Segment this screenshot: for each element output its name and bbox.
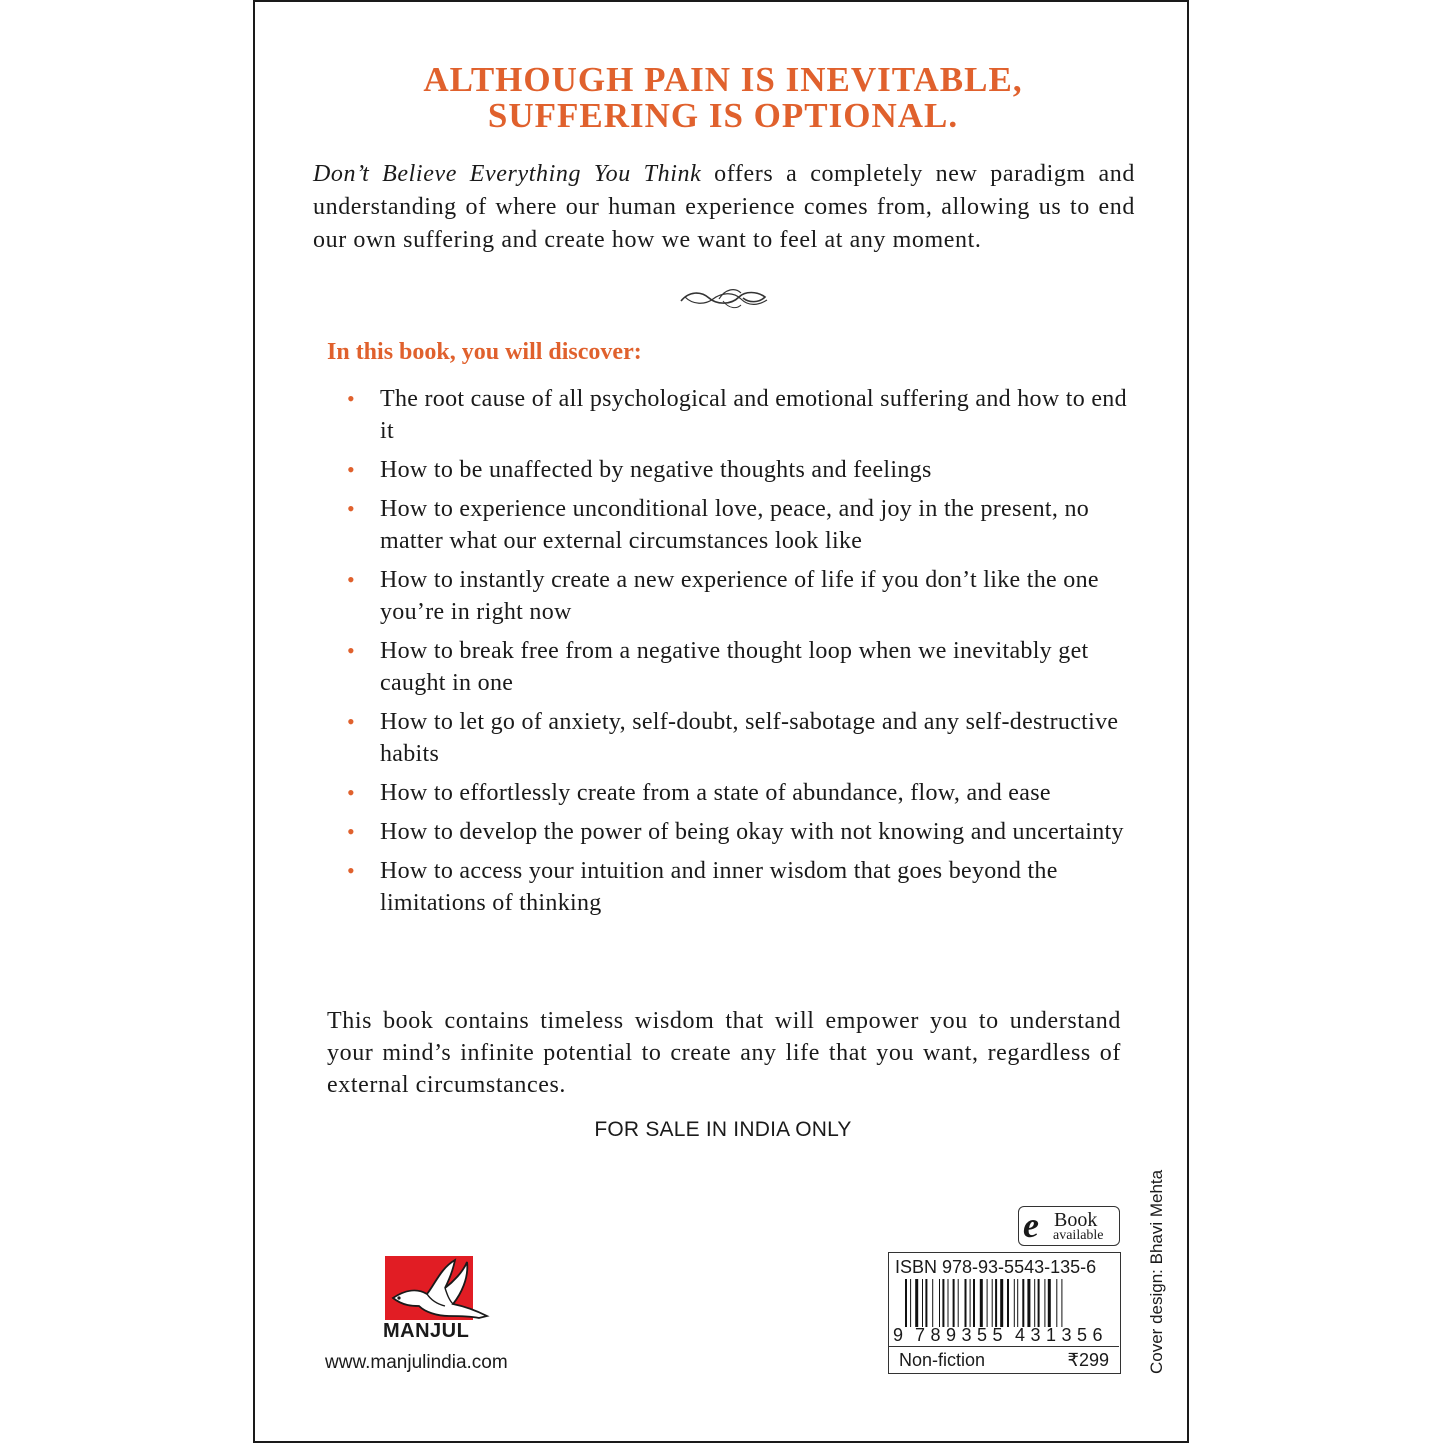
bullet-icon: • — [347, 819, 356, 844]
barcode-digit-group-2: 431356 — [1015, 1325, 1109, 1345]
list-item: • How to break free from a negative thought loop when we inevitably get caught in one — [327, 635, 1127, 699]
ebook-e-icon: e — [1023, 1205, 1039, 1245]
ebook-word: Book — [1054, 1209, 1098, 1231]
closing-paragraph: This book contains timeless wisdom that will empower you to understand your mind’s infinite potential to create any life that you want, regardless of external circumstances. — [327, 1008, 1121, 1098]
price-label: ₹299 — [1067, 1350, 1109, 1370]
list-item: • How to let go of anxiety, self-doubt, self-sabotage and any self-destructive habits — [327, 706, 1127, 770]
sale-notice: FOR SALE IN INDIA ONLY — [594, 1118, 852, 1141]
intro-paragraph — [313, 158, 1135, 257]
bullet-icon: • — [347, 780, 356, 805]
publisher-name: MANJUL — [383, 1320, 470, 1342]
intro-text: offers a completely new paradigm and understanding of where our human experience comes from, allowing us to end our own suffering and create how we want to feel at any moment. — [313, 161, 1135, 253]
genre-label: Non-fiction — [899, 1350, 986, 1370]
list-item: • How to effortlessly create from a state of abundance, flow, and ease — [327, 777, 1127, 809]
barcode-icon — [905, 1279, 1105, 1327]
bullet-icon: • — [347, 567, 356, 592]
cover-design-credit: Cover design: Bhavi Mehta — [1147, 1169, 1166, 1374]
list-item: • How to instantly create a new experience of life if you don’t like the one you’re in right now — [327, 564, 1127, 628]
bullet-icon: • — [347, 496, 356, 521]
bullet-icon: • — [347, 709, 356, 734]
genre-price-row — [889, 1346, 1119, 1374]
barcode-digits — [893, 1325, 1115, 1345]
ebook-available-label: available — [1053, 1228, 1104, 1243]
publisher-website: www.manjulindia.com — [325, 1352, 508, 1373]
book-title: Don’t Believe Everything You Think — [313, 161, 702, 187]
barcode-digit-group-1: 789355 — [915, 1325, 1009, 1345]
list-item: • How to access your intuition and inner wisdom that goes beyond the limitations of thinking — [327, 855, 1127, 919]
bullet-icon: • — [347, 638, 356, 663]
discover-heading: In this book, you will discover: — [327, 339, 642, 365]
isbn-label: ISBN 978-93-5543-135-6 — [895, 1257, 1097, 1277]
bullet-icon: • — [347, 386, 356, 411]
bullet-icon: • — [347, 457, 356, 482]
barcode-panel — [888, 1252, 1121, 1374]
list-item: • How to develop the power of being okay with not knowing and uncertainty — [327, 816, 1127, 848]
flourish-divider-icon — [679, 285, 769, 313]
headline-line-2: SUFFERING IS OPTIONAL. — [487, 96, 959, 135]
headline-line-1: ALTHOUGH PAIN IS INEVITABLE, — [423, 60, 1023, 99]
discover-list — [327, 383, 1127, 926]
back-cover — [253, 0, 1189, 1443]
ebook-available-badge — [1018, 1206, 1120, 1246]
headline — [255, 62, 1191, 134]
barcode-digit-first: 9 — [893, 1325, 904, 1345]
bullet-icon: • — [347, 858, 356, 883]
list-item: • The root cause of all psychological and emotional suffering and how to end it — [327, 383, 1127, 447]
list-item: • How to experience unconditional love, peace, and joy in the present, no matter what our external circumstances look like — [327, 493, 1127, 557]
list-item: • How to be unaffected by negative thoughts and feelings — [327, 454, 1127, 486]
